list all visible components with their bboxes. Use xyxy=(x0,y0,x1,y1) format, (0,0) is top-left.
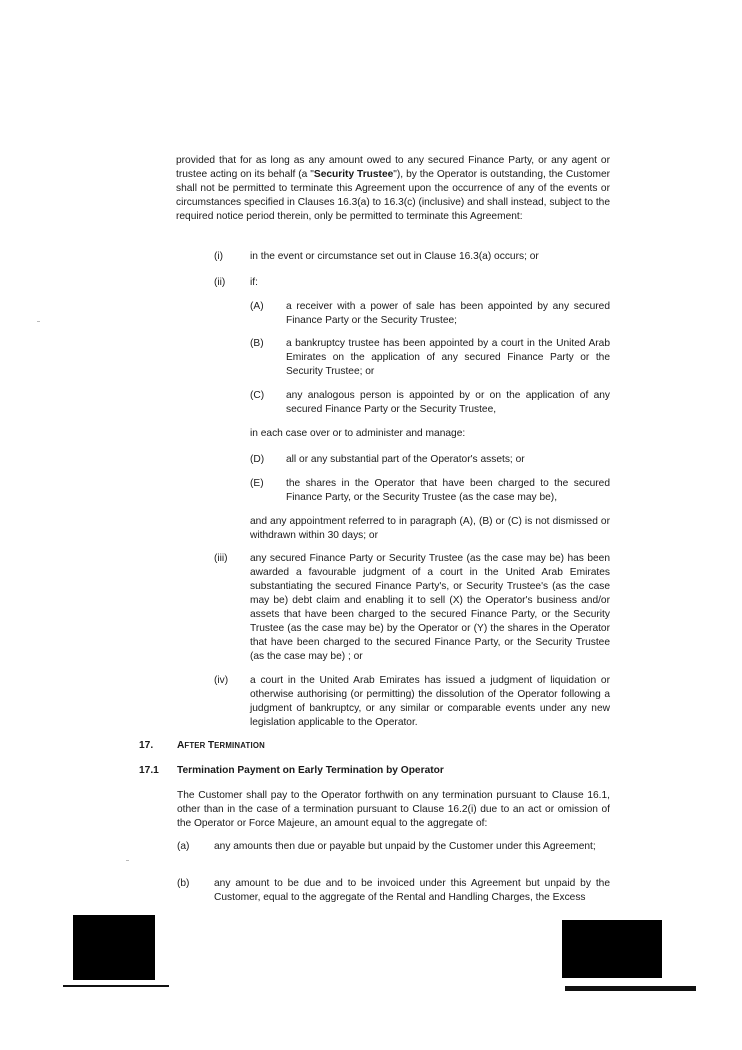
subitem-text-c: any analogous person is appointed by or on the application of any secured Finance Party or the Security Trustee, xyxy=(286,390,610,415)
item-text-iii: any secured Finance Party or Security Trustee (as the case may be) has been awarded a favourable judgment of a court in the United Arab Emirates substantiating the secured Finance Party's, or Security Trustee's (as the case may be) debt claim and enabling it to sell (X) the Operator's business and/or assets that have been charged to the secured Finance Party, or the Security Trustee (as the case may be) by the Operator or (Y) the shares in the Operator that have been charged to the secured Finance Party, or the Security Trustee (as the case may be) ; or xyxy=(250,553,610,662)
subitem-label-e: (E) xyxy=(250,478,264,489)
each-case-text: in each case over or to administer and manage: xyxy=(250,428,466,439)
subitem-label-b: (B) xyxy=(250,338,264,349)
section-17-1-number: 17.1 xyxy=(139,765,159,776)
defined-term-security-trustee: Security Trustee xyxy=(313,169,394,180)
item-label-iv: (iv) xyxy=(214,675,229,686)
scan-mark xyxy=(37,321,40,322)
item-text-a: any amounts then due or payable but unpaid by the Customer under this Agreement; xyxy=(214,841,596,852)
subitem-text-e: the shares in the Operator that have been charged to the secured Finance Party, or the Security Trustee (as the case may be), xyxy=(286,478,610,503)
item-text-i: in the event or circumstance set out in Clause 16.3(a) occurs; or xyxy=(250,251,539,262)
intro-text-end: "), by the Operator is outstanding, the Customer shall not be permitted to terminate this Agreement upon the occurrence of any of the events or circumstances specified in Clauses 16.3(a) to 16.3(c) (inclusive) and shall instead, subject to the required notice period therein, only be permitted to terminate this Agreement: xyxy=(176,169,611,222)
subitem-label-c: (C) xyxy=(250,390,265,401)
item-label-a: (a) xyxy=(177,841,190,852)
intro-paragraph xyxy=(176,154,610,224)
item-label-i: (i) xyxy=(214,251,224,262)
redaction-block-left xyxy=(73,915,155,980)
section-17-1-heading: Termination Payment on Early Termination by Operator xyxy=(177,765,444,776)
section-17-number: 17. xyxy=(139,740,154,751)
section-17-1-body: The Customer shall pay to the Operator forthwith on any termination pursuant to Clause 16.1, other than in the case of a termination pursuant to Clause 16.2(i) due to an act or omission of the Operator or Force Majeure, an amount equal to the aggregate of: xyxy=(177,790,610,829)
scan-mark xyxy=(126,860,129,861)
heading-rest-termination: ERMINATION xyxy=(214,741,265,750)
item-text-ii: if: xyxy=(250,277,258,288)
subitem-label-d: (D) xyxy=(250,454,265,465)
heading-letter-t: T xyxy=(207,740,215,751)
subitem-text-d: all or any substantial part of the Operator's assets; or xyxy=(286,454,525,465)
redaction-block-right xyxy=(562,920,662,978)
heading-rest-after: FTER xyxy=(184,741,208,750)
item-text-iv: a court in the United Arab Emirates has issued a judgment of liquidation or otherwise authorising (or permitting) the dissolution of the Operator following a judgment of bankruptcy, or any similar or comparable events under any new legislation applicable to the Operator. xyxy=(250,675,610,728)
section-17-heading xyxy=(177,739,265,753)
subitem-text-b: a bankruptcy trustee has been appointed by a court in the United Arab Emirates on the application of any secured Finance Party or the Security Trustee; or xyxy=(286,338,610,377)
footer-rule-right xyxy=(565,986,696,991)
footer-rule-left xyxy=(63,985,169,987)
item-label-iii: (iii) xyxy=(214,553,228,564)
appointment-text: and any appointment referred to in paragraph (A), (B) or (C) is not dismissed or withdrawn within 30 days; or xyxy=(250,516,610,541)
subitem-label-a: (A) xyxy=(250,301,264,312)
item-text-b: any amount to be due and to be invoiced under this Agreement but unpaid by the Customer, equal to the aggregate of the Rental and Handling Charges, the Excess xyxy=(214,878,610,903)
intro-text-start: provided that for as long as any amount owed to any secured Finance Party, or any agent or trustee acting on its behalf (a " xyxy=(176,155,610,180)
item-label-b: (b) xyxy=(177,878,190,889)
subitem-text-a: a receiver with a power of sale has been appointed by any secured Finance Party or the Security Trustee; xyxy=(286,301,610,326)
item-label-ii: (ii) xyxy=(214,277,226,288)
heading-letter-a: A xyxy=(177,740,185,751)
